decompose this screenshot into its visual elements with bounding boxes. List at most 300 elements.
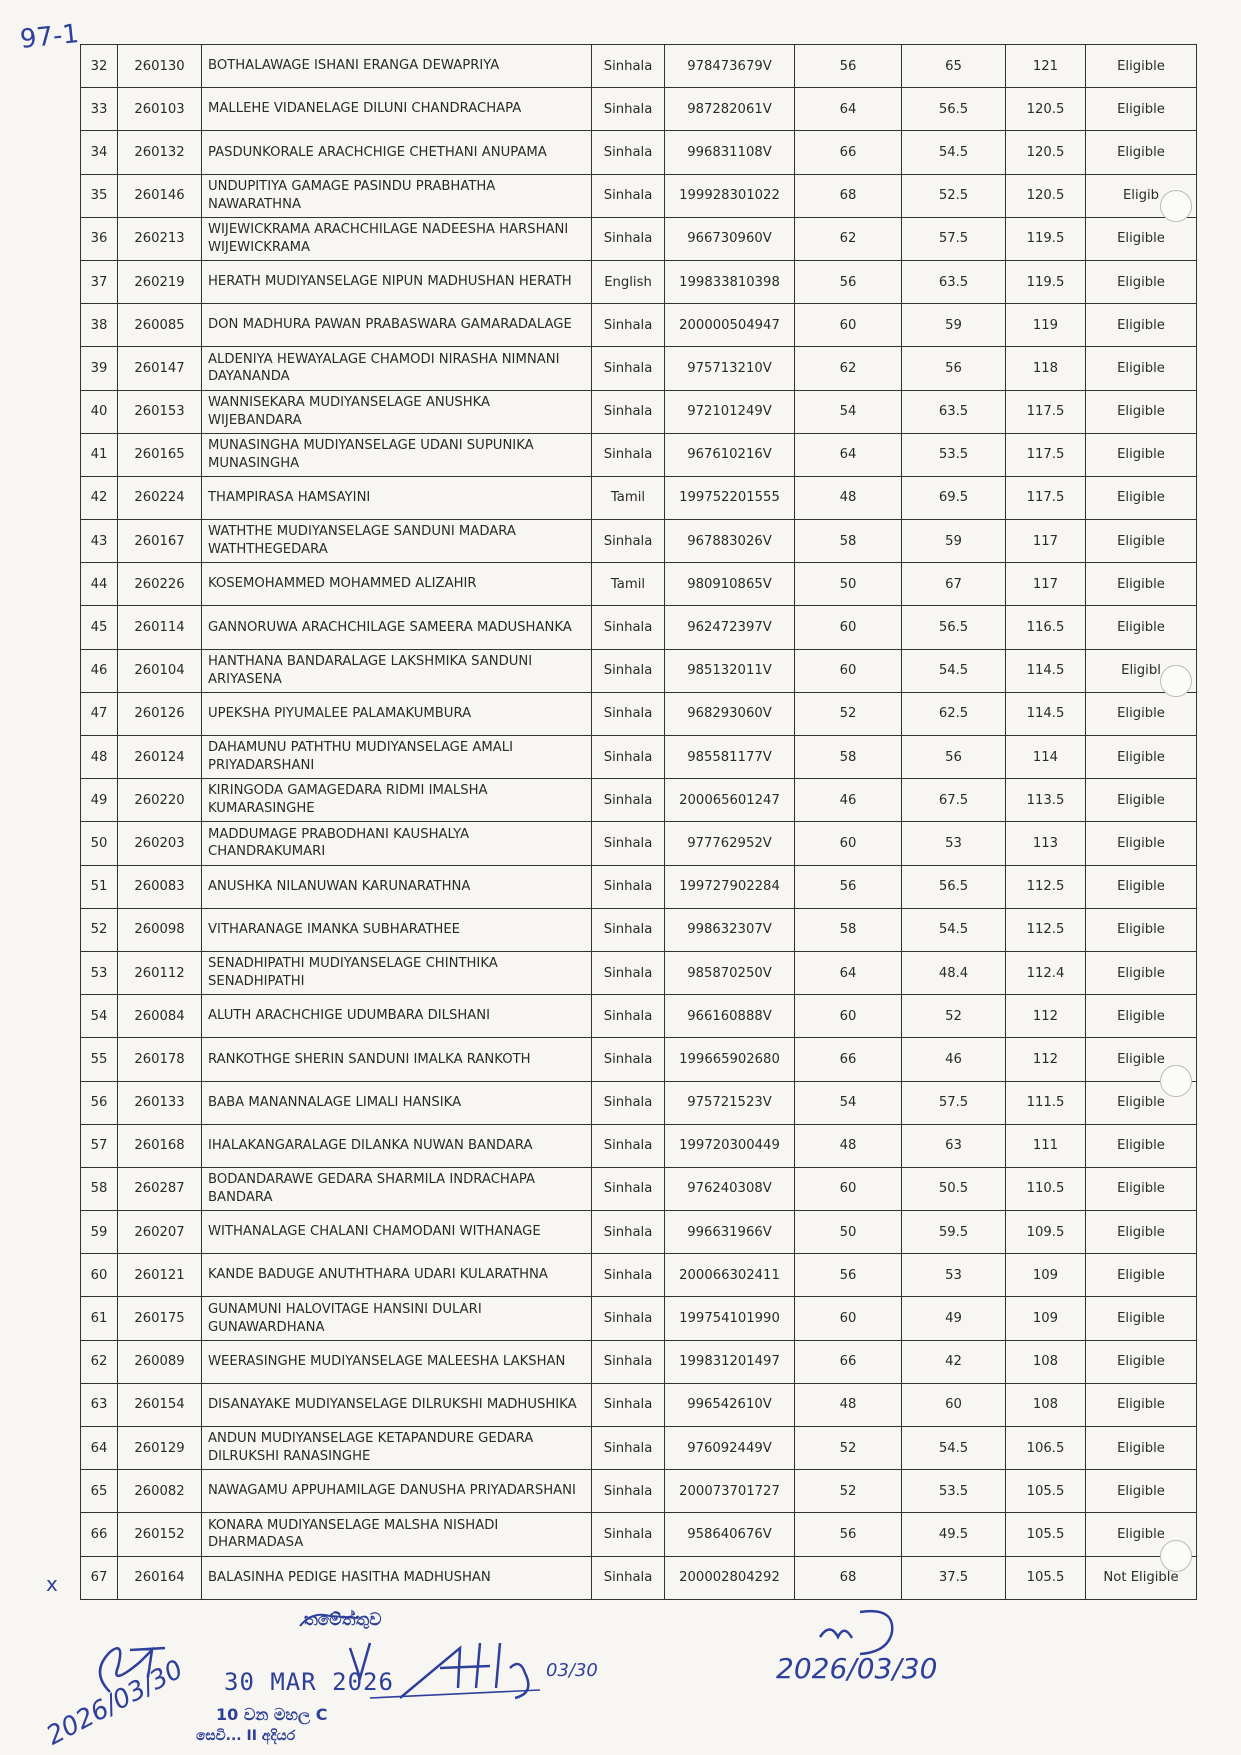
row-number: 40 bbox=[81, 390, 118, 433]
mark-2: 56 bbox=[902, 347, 1006, 390]
medium: Sinhala bbox=[592, 1383, 665, 1426]
row-number: 32 bbox=[81, 45, 118, 88]
nic-number: 972101249V bbox=[665, 390, 795, 433]
applicant-name: ANDUN MUDIYANSELAGE KETAPANDURE GEDARA DILRUKSHI RANASINGHE bbox=[202, 1427, 592, 1470]
medium: Sinhala bbox=[592, 1556, 665, 1599]
total-mark: 105.5 bbox=[1006, 1556, 1086, 1599]
medium: Sinhala bbox=[592, 779, 665, 822]
row-number: 44 bbox=[81, 563, 118, 606]
row-number: 41 bbox=[81, 433, 118, 476]
mark-2: 65 bbox=[902, 45, 1006, 88]
applicant-code: 260203 bbox=[118, 822, 202, 865]
table-row bbox=[81, 908, 1197, 951]
total-mark: 111 bbox=[1006, 1124, 1086, 1167]
nic-number: 996542610V bbox=[665, 1383, 795, 1426]
mark-1: 50 bbox=[795, 1211, 902, 1254]
table-row bbox=[81, 1297, 1197, 1340]
row-number: 34 bbox=[81, 131, 118, 174]
applicant-name: KIRINGODA GAMAGEDARA RIDMI IMALSHA KUMARASINGHE bbox=[202, 779, 592, 822]
total-mark: 121 bbox=[1006, 45, 1086, 88]
nic-number: 976092449V bbox=[665, 1427, 795, 1470]
eligibility-status: Eligible bbox=[1086, 822, 1197, 865]
applicant-code: 260224 bbox=[118, 476, 202, 519]
applicant-name: WIJEWICKRAMA ARACHCHILAGE NADEESHA HARSHANI WIJEWICKRAMA bbox=[202, 217, 592, 260]
applicant-code: 260178 bbox=[118, 1038, 202, 1081]
handwritten-date-left: 2026/03/30 bbox=[41, 1654, 189, 1752]
punch-hole bbox=[1160, 190, 1192, 222]
applicant-code: 260226 bbox=[118, 563, 202, 606]
applicant-name: WEERASINGHE MUDIYANSELAGE MALEESHA LAKSHAN bbox=[202, 1340, 592, 1383]
mark-1: 62 bbox=[795, 347, 902, 390]
total-mark: 112.5 bbox=[1006, 865, 1086, 908]
row-number: 48 bbox=[81, 736, 118, 779]
table-row bbox=[81, 1340, 1197, 1383]
applicant-code: 260084 bbox=[118, 995, 202, 1038]
mark-2: 56.5 bbox=[902, 606, 1006, 649]
total-mark: 110.5 bbox=[1006, 1167, 1086, 1210]
nic-number: 985132011V bbox=[665, 649, 795, 692]
applicant-name: BABA MANANNALAGE LIMALI HANSIKA bbox=[202, 1081, 592, 1124]
applicant-code: 260104 bbox=[118, 649, 202, 692]
medium: Sinhala bbox=[592, 1470, 665, 1513]
mark-1: 60 bbox=[795, 1297, 902, 1340]
table-row bbox=[81, 692, 1197, 735]
applicant-code: 260164 bbox=[118, 1556, 202, 1599]
total-mark: 113.5 bbox=[1006, 779, 1086, 822]
table-row bbox=[81, 606, 1197, 649]
medium: Sinhala bbox=[592, 1427, 665, 1470]
applicant-name: BODANDARAWE GEDARA SHARMILA INDRACHAPA BANDARA bbox=[202, 1167, 592, 1210]
mark-2: 37.5 bbox=[902, 1556, 1006, 1599]
nic-number: 200065601247 bbox=[665, 779, 795, 822]
mark-1: 56 bbox=[795, 1254, 902, 1297]
applicant-code: 260121 bbox=[118, 1254, 202, 1297]
applicant-name: KOSEMOHAMMED MOHAMMED ALIZAHIR bbox=[202, 563, 592, 606]
total-mark: 105.5 bbox=[1006, 1470, 1086, 1513]
applicant-code: 260168 bbox=[118, 1124, 202, 1167]
applicant-code: 260152 bbox=[118, 1513, 202, 1556]
mark-2: 54.5 bbox=[902, 131, 1006, 174]
nic-number: 975713210V bbox=[665, 347, 795, 390]
table-row bbox=[81, 1211, 1197, 1254]
row-number: 58 bbox=[81, 1167, 118, 1210]
applicant-code: 260132 bbox=[118, 131, 202, 174]
mark-1: 64 bbox=[795, 88, 902, 131]
mark-1: 64 bbox=[795, 951, 902, 994]
mark-2: 53.5 bbox=[902, 1470, 1006, 1513]
nic-number: 968293060V bbox=[665, 692, 795, 735]
mark-1: 58 bbox=[795, 736, 902, 779]
eligibility-status: Eligible bbox=[1086, 433, 1197, 476]
applicant-code: 260114 bbox=[118, 606, 202, 649]
nic-number: 200000504947 bbox=[665, 304, 795, 347]
total-mark: 120.5 bbox=[1006, 131, 1086, 174]
mark-1: 60 bbox=[795, 822, 902, 865]
eligibility-status: Eligible bbox=[1086, 1427, 1197, 1470]
row-number: 37 bbox=[81, 260, 118, 303]
applicant-name: IHALAKANGARALAGE DILANKA NUWAN BANDARA bbox=[202, 1124, 592, 1167]
applicant-name: MUNASINGHA MUDIYANSELAGE UDANI SUPUNIKA MUNASINGHA bbox=[202, 433, 592, 476]
medium: Sinhala bbox=[592, 433, 665, 476]
row-number: 43 bbox=[81, 520, 118, 563]
table-row bbox=[81, 1470, 1197, 1513]
nic-number: 199833810398 bbox=[665, 260, 795, 303]
x-mark: x bbox=[46, 1572, 58, 1596]
medium: Sinhala bbox=[592, 520, 665, 563]
mark-1: 60 bbox=[795, 304, 902, 347]
eligibility-status: Eligible bbox=[1086, 1513, 1197, 1556]
mark-2: 42 bbox=[902, 1340, 1006, 1383]
medium: Sinhala bbox=[592, 1254, 665, 1297]
mark-1: 58 bbox=[795, 908, 902, 951]
mark-2: 63.5 bbox=[902, 260, 1006, 303]
mark-1: 52 bbox=[795, 1427, 902, 1470]
applicant-name: ALUTH ARACHCHIGE UDUMBARA DILSHANI bbox=[202, 995, 592, 1038]
applicant-name: THAMPIRASA HAMSAYINI bbox=[202, 476, 592, 519]
table-row bbox=[81, 304, 1197, 347]
row-number: 36 bbox=[81, 217, 118, 260]
row-number: 39 bbox=[81, 347, 118, 390]
mark-2: 63 bbox=[902, 1124, 1006, 1167]
applicant-name: PASDUNKORALE ARACHCHIGE CHETHANI ANUPAMA bbox=[202, 131, 592, 174]
applicant-name: KONARA MUDIYANSELAGE MALSHA NISHADI DHARMADASA bbox=[202, 1513, 592, 1556]
applicant-name: NAWAGAMU APPUHAMILAGE DANUSHA PRIYADARSHANI bbox=[202, 1470, 592, 1513]
signature-date: 03/30 bbox=[546, 1660, 598, 1681]
row-number: 64 bbox=[81, 1427, 118, 1470]
mark-2: 49 bbox=[902, 1297, 1006, 1340]
mark-1: 66 bbox=[795, 1340, 902, 1383]
total-mark: 111.5 bbox=[1006, 1081, 1086, 1124]
table-row bbox=[81, 1427, 1197, 1470]
table-row bbox=[81, 174, 1197, 217]
row-number: 35 bbox=[81, 174, 118, 217]
mark-2: 60 bbox=[902, 1383, 1006, 1426]
results-table-body bbox=[81, 45, 1197, 1600]
nic-number: 977762952V bbox=[665, 822, 795, 865]
nic-number: 200073701727 bbox=[665, 1470, 795, 1513]
mark-2: 59.5 bbox=[902, 1211, 1006, 1254]
row-number: 47 bbox=[81, 692, 118, 735]
nic-number: 958640676V bbox=[665, 1513, 795, 1556]
medium: Tamil bbox=[592, 476, 665, 519]
stamp-date: 30 MAR 2026 bbox=[224, 1668, 394, 1696]
nic-number: 996631966V bbox=[665, 1211, 795, 1254]
eligibility-status: Eligible bbox=[1086, 520, 1197, 563]
applicant-code: 260103 bbox=[118, 88, 202, 131]
page-reference-number: 97-1 bbox=[18, 18, 81, 56]
mark-1: 62 bbox=[795, 217, 902, 260]
table-row bbox=[81, 1513, 1197, 1556]
mark-1: 54 bbox=[795, 390, 902, 433]
eligibility-status: Eligible bbox=[1086, 1167, 1197, 1210]
eligibility-status: Eligible bbox=[1086, 217, 1197, 260]
mark-1: 60 bbox=[795, 606, 902, 649]
medium: Sinhala bbox=[592, 45, 665, 88]
eligibility-status: Eligib bbox=[1086, 174, 1197, 217]
table-row bbox=[81, 433, 1197, 476]
row-number: 45 bbox=[81, 606, 118, 649]
total-mark: 119.5 bbox=[1006, 260, 1086, 303]
applicant-code: 260112 bbox=[118, 951, 202, 994]
medium: Sinhala bbox=[592, 1340, 665, 1383]
eligibility-status: Eligible bbox=[1086, 260, 1197, 303]
total-mark: 120.5 bbox=[1006, 88, 1086, 131]
nic-number: 980910865V bbox=[665, 563, 795, 606]
medium: Sinhala bbox=[592, 347, 665, 390]
eligibility-status: Eligible bbox=[1086, 606, 1197, 649]
applicant-name: BOTHALAWAGE ISHANI ERANGA DEWAPRIYA bbox=[202, 45, 592, 88]
mark-1: 68 bbox=[795, 1556, 902, 1599]
nic-number: 199752201555 bbox=[665, 476, 795, 519]
eligibility-status: Eligible bbox=[1086, 304, 1197, 347]
applicant-code: 260129 bbox=[118, 1427, 202, 1470]
applicant-code: 260219 bbox=[118, 260, 202, 303]
table-row bbox=[81, 951, 1197, 994]
nic-number: 199754101990 bbox=[665, 1297, 795, 1340]
total-mark: 108 bbox=[1006, 1383, 1086, 1426]
mark-2: 67.5 bbox=[902, 779, 1006, 822]
mark-1: 60 bbox=[795, 1167, 902, 1210]
total-mark: 114.5 bbox=[1006, 649, 1086, 692]
applicant-name: WITHANALAGE CHALANI CHAMODANI WITHANAGE bbox=[202, 1211, 592, 1254]
eligibility-status: Eligible bbox=[1086, 1038, 1197, 1081]
nic-number: 199665902680 bbox=[665, 1038, 795, 1081]
medium: Sinhala bbox=[592, 304, 665, 347]
medium: Sinhala bbox=[592, 131, 665, 174]
row-number: 46 bbox=[81, 649, 118, 692]
mark-2: 54.5 bbox=[902, 1427, 1006, 1470]
mark-2: 53 bbox=[902, 1254, 1006, 1297]
row-number: 66 bbox=[81, 1513, 118, 1556]
table-row bbox=[81, 1167, 1197, 1210]
mark-2: 48.4 bbox=[902, 951, 1006, 994]
nic-number: 962472397V bbox=[665, 606, 795, 649]
medium: Sinhala bbox=[592, 995, 665, 1038]
nic-number: 199727902284 bbox=[665, 865, 795, 908]
mark-2: 46 bbox=[902, 1038, 1006, 1081]
mark-2: 50.5 bbox=[902, 1167, 1006, 1210]
table-row bbox=[81, 131, 1197, 174]
applicant-name: HERATH MUDIYANSELAGE NIPUN MADHUSHAN HERATH bbox=[202, 260, 592, 303]
row-number: 63 bbox=[81, 1383, 118, 1426]
total-mark: 114 bbox=[1006, 736, 1086, 779]
row-number: 42 bbox=[81, 476, 118, 519]
medium: Sinhala bbox=[592, 908, 665, 951]
mark-2: 56 bbox=[902, 736, 1006, 779]
nic-number: 199928301022 bbox=[665, 174, 795, 217]
mark-2: 54.5 bbox=[902, 649, 1006, 692]
eligibility-status: Eligible bbox=[1086, 1470, 1197, 1513]
mark-2: 63.5 bbox=[902, 390, 1006, 433]
row-number: 38 bbox=[81, 304, 118, 347]
mark-2: 52 bbox=[902, 995, 1006, 1038]
mark-2: 59 bbox=[902, 520, 1006, 563]
mark-1: 56 bbox=[795, 45, 902, 88]
total-mark: 119.5 bbox=[1006, 217, 1086, 260]
eligibility-status: Eligible bbox=[1086, 390, 1197, 433]
applicant-code: 260146 bbox=[118, 174, 202, 217]
applicant-code: 260089 bbox=[118, 1340, 202, 1383]
nic-number: 966160888V bbox=[665, 995, 795, 1038]
medium: English bbox=[592, 260, 665, 303]
row-number: 65 bbox=[81, 1470, 118, 1513]
row-number: 55 bbox=[81, 1038, 118, 1081]
medium: Sinhala bbox=[592, 822, 665, 865]
row-number: 49 bbox=[81, 779, 118, 822]
eligibility-status: Eligible bbox=[1086, 1340, 1197, 1383]
mark-2: 62.5 bbox=[902, 692, 1006, 735]
row-number: 52 bbox=[81, 908, 118, 951]
table-row bbox=[81, 995, 1197, 1038]
applicant-code: 260207 bbox=[118, 1211, 202, 1254]
nic-number: 998632307V bbox=[665, 908, 795, 951]
table-row bbox=[81, 217, 1197, 260]
total-mark: 113 bbox=[1006, 822, 1086, 865]
applicant-name: MALLEHE VIDANELAGE DILUNI CHANDRACHAPA bbox=[202, 88, 592, 131]
mark-1: 46 bbox=[795, 779, 902, 822]
applicant-code: 260175 bbox=[118, 1297, 202, 1340]
row-number: 61 bbox=[81, 1297, 118, 1340]
nic-number: 996831108V bbox=[665, 131, 795, 174]
applicant-code: 260153 bbox=[118, 390, 202, 433]
medium: Sinhala bbox=[592, 390, 665, 433]
stamp-floor: 10 වන මහල C bbox=[216, 1705, 328, 1724]
row-number: 59 bbox=[81, 1211, 118, 1254]
total-mark: 118 bbox=[1006, 347, 1086, 390]
total-mark: 119 bbox=[1006, 304, 1086, 347]
table-row bbox=[81, 865, 1197, 908]
applicant-name: UPEKSHA PIYUMALEE PALAMAKUMBURA bbox=[202, 692, 592, 735]
total-mark: 117 bbox=[1006, 563, 1086, 606]
table-row bbox=[81, 1081, 1197, 1124]
punch-hole bbox=[1160, 665, 1192, 697]
eligibility-status: Eligible bbox=[1086, 736, 1197, 779]
medium: Sinhala bbox=[592, 1297, 665, 1340]
eligibility-status: Eligible bbox=[1086, 347, 1197, 390]
table-row bbox=[81, 649, 1197, 692]
nic-number: 199831201497 bbox=[665, 1340, 795, 1383]
eligibility-status: Eligible bbox=[1086, 692, 1197, 735]
row-number: 54 bbox=[81, 995, 118, 1038]
applicant-code: 260220 bbox=[118, 779, 202, 822]
applicant-code: 260167 bbox=[118, 520, 202, 563]
mark-2: 54.5 bbox=[902, 908, 1006, 951]
medium: Sinhala bbox=[592, 692, 665, 735]
mark-2: 69.5 bbox=[902, 476, 1006, 519]
applicant-code: 260147 bbox=[118, 347, 202, 390]
table-row bbox=[81, 563, 1197, 606]
handwritten-date-right: 2026/03/30 bbox=[776, 1652, 938, 1685]
applicant-code: 260213 bbox=[118, 217, 202, 260]
mark-2: 49.5 bbox=[902, 1513, 1006, 1556]
total-mark: 109 bbox=[1006, 1297, 1086, 1340]
mark-2: 56.5 bbox=[902, 88, 1006, 131]
table-row bbox=[81, 1254, 1197, 1297]
mark-2: 52.5 bbox=[902, 174, 1006, 217]
mark-2: 57.5 bbox=[902, 217, 1006, 260]
row-number: 60 bbox=[81, 1254, 118, 1297]
mark-1: 60 bbox=[795, 995, 902, 1038]
eligibility-status: Eligible bbox=[1086, 908, 1197, 951]
row-number: 53 bbox=[81, 951, 118, 994]
medium: Sinhala bbox=[592, 1211, 665, 1254]
applicant-name: SENADHIPATHI MUDIYANSELAGE CHINTHIKA SENADHIPATHI bbox=[202, 951, 592, 994]
signature-middle bbox=[340, 1628, 550, 1708]
table-row bbox=[81, 88, 1197, 131]
table-row bbox=[81, 779, 1197, 822]
eligibility-status: Eligible bbox=[1086, 45, 1197, 88]
mark-2: 53.5 bbox=[902, 433, 1006, 476]
nic-number: 987282061V bbox=[665, 88, 795, 131]
applicant-name: DON MADHURA PAWAN PRABASWARA GAMARADALAGE bbox=[202, 304, 592, 347]
total-mark: 117 bbox=[1006, 520, 1086, 563]
row-number: 51 bbox=[81, 865, 118, 908]
eligibility-status: Eligible bbox=[1086, 865, 1197, 908]
applicant-code: 260126 bbox=[118, 692, 202, 735]
applicant-name: KANDE BADUGE ANUTHTHARA UDARI KULARATHNA bbox=[202, 1254, 592, 1297]
medium: Sinhala bbox=[592, 1513, 665, 1556]
applicant-name: HANTHANA BANDARALAGE LAKSHMIKA SANDUNI ARIYASENA bbox=[202, 649, 592, 692]
applicant-name: ALDENIYA HEWAYALAGE CHAMODI NIRASHA NIMNANI DAYANANDA bbox=[202, 347, 592, 390]
mark-2: 67 bbox=[902, 563, 1006, 606]
medium: Sinhala bbox=[592, 88, 665, 131]
total-mark: 114.5 bbox=[1006, 692, 1086, 735]
mark-1: 54 bbox=[795, 1081, 902, 1124]
mark-1: 48 bbox=[795, 1383, 902, 1426]
nic-number: 967883026V bbox=[665, 520, 795, 563]
nic-number: 966730960V bbox=[665, 217, 795, 260]
eligibility-status: Eligible bbox=[1086, 1383, 1197, 1426]
mark-1: 60 bbox=[795, 649, 902, 692]
eligibility-status: Not Eligible bbox=[1086, 1556, 1197, 1599]
table-row bbox=[81, 260, 1197, 303]
total-mark: 108 bbox=[1006, 1340, 1086, 1383]
total-mark: 109 bbox=[1006, 1254, 1086, 1297]
row-number: 62 bbox=[81, 1340, 118, 1383]
eligibility-status: Eligible bbox=[1086, 131, 1197, 174]
medium: Sinhala bbox=[592, 1081, 665, 1124]
mark-1: 52 bbox=[795, 1470, 902, 1513]
nic-number: 976240308V bbox=[665, 1167, 795, 1210]
eligibility-status: Eligible bbox=[1086, 1211, 1197, 1254]
row-number: 50 bbox=[81, 822, 118, 865]
stamp-heading: තමේත්තුව bbox=[304, 1610, 382, 1630]
total-mark: 117.5 bbox=[1006, 433, 1086, 476]
applicant-name: BALASINHA PEDIGE HASITHA MADHUSHAN bbox=[202, 1556, 592, 1599]
total-mark: 105.5 bbox=[1006, 1513, 1086, 1556]
eligibility-status: Eligible bbox=[1086, 995, 1197, 1038]
total-mark: 109.5 bbox=[1006, 1211, 1086, 1254]
total-mark: 112 bbox=[1006, 995, 1086, 1038]
mark-1: 58 bbox=[795, 520, 902, 563]
table-row bbox=[81, 476, 1197, 519]
table-row bbox=[81, 822, 1197, 865]
nic-number: 200066302411 bbox=[665, 1254, 795, 1297]
total-mark: 120.5 bbox=[1006, 174, 1086, 217]
applicant-name: VITHARANAGE IMANKA SUBHARATHEE bbox=[202, 908, 592, 951]
applicant-code: 260287 bbox=[118, 1167, 202, 1210]
medium: Sinhala bbox=[592, 1038, 665, 1081]
eligibility-status: Eligible bbox=[1086, 476, 1197, 519]
eligibility-status: Eligible bbox=[1086, 1124, 1197, 1167]
eligibility-status: Eligible bbox=[1086, 88, 1197, 131]
nic-number: 200002804292 bbox=[665, 1556, 795, 1599]
results-table bbox=[80, 44, 1197, 1600]
applicant-name: GANNORUWA ARACHCHILAGE SAMEERA MADUSHANKA bbox=[202, 606, 592, 649]
table-row bbox=[81, 1124, 1197, 1167]
medium: Sinhala bbox=[592, 606, 665, 649]
eligibility-status: Eligible bbox=[1086, 1081, 1197, 1124]
